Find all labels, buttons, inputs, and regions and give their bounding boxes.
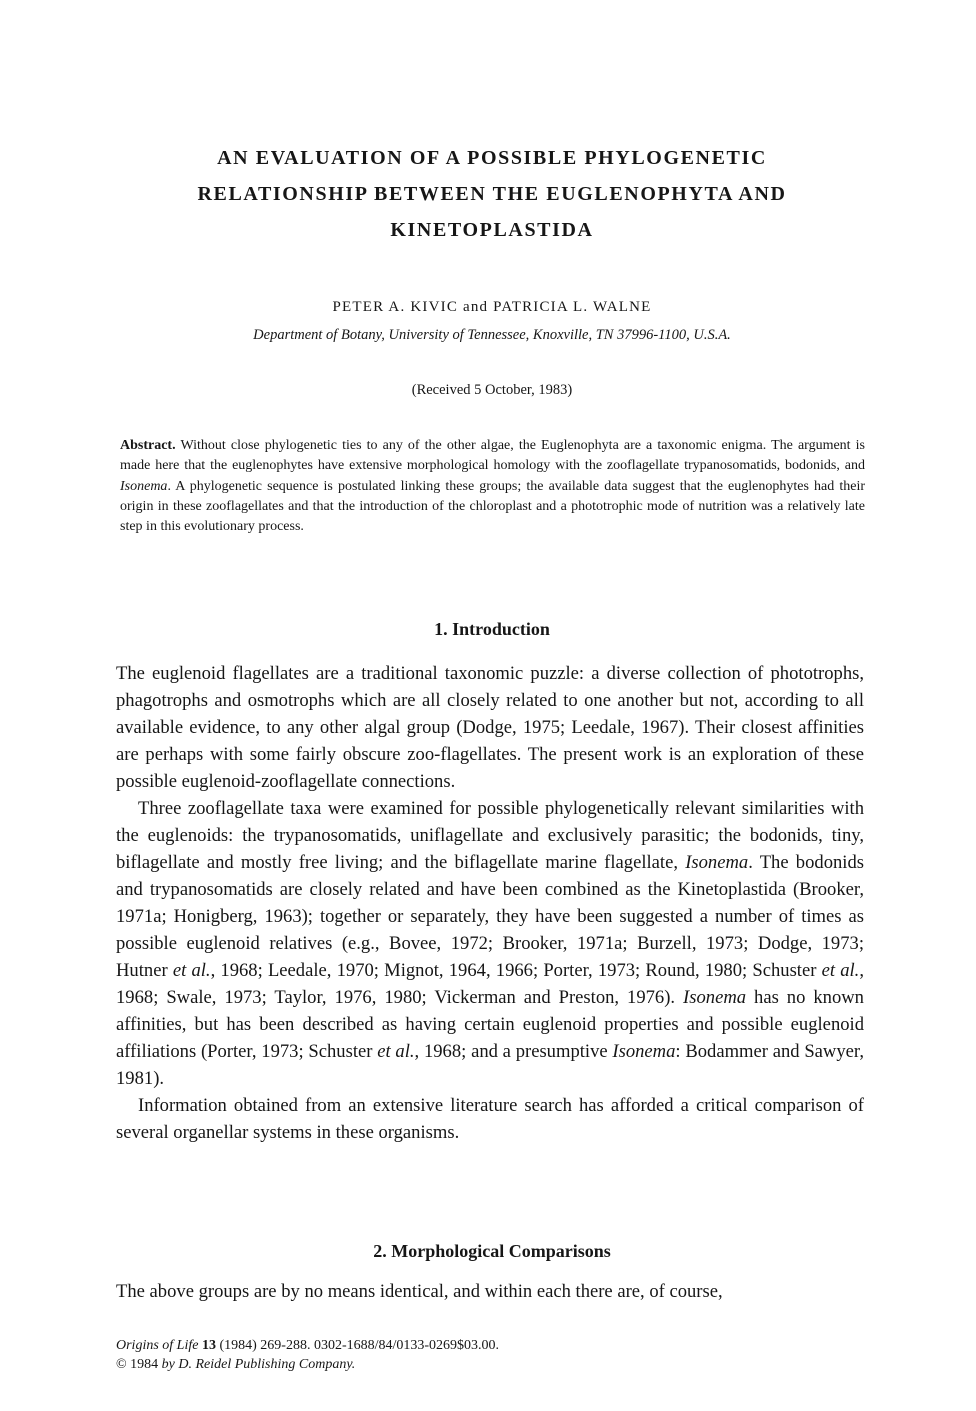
intro-paragraph-3: Information obtained from an extensive literature search has afforded a critical comparison of several organellar systems in these organisms. (116, 1095, 864, 1143)
p2-italic-1: Isonema (685, 852, 749, 873)
abstract (120, 436, 865, 537)
journal-name: Origins of Life (116, 1338, 199, 1353)
section-heading-introduction: 1. Introduction (434, 619, 550, 639)
p2-italic-6: Isonema (612, 1041, 676, 1062)
section-heading-morphological: 2. Morphological Comparisons (373, 1241, 611, 1261)
abstract-text-1: Without close phylogenetic ties to any of the other algae, the Euglenophyta are a taxonomic enigma. The argument is made here that the euglenophytes have extensive morphological homology with the zooflagellate trypanosomatids, bodonids, and (120, 438, 865, 474)
intro-paragraph-2 (116, 795, 864, 1092)
introduction-body (116, 660, 864, 1146)
p2-italic-5: et al. (377, 1041, 415, 1062)
authors: PETER A. KIVIC and PATRICIA L. WALNE (332, 299, 652, 315)
abstract-text-2: . A phylogenetic sequence is postulated linking these groups; the available data suggest that the euglenophytes had their origin in these zooflagellates and that the introduction of the chloroplast and a phototrophic mode of nutrition was a relatively late step in this evolutionary process. (120, 478, 865, 535)
p2-italic-4: Isonema (683, 987, 747, 1008)
paper-title (120, 140, 864, 248)
p2-text-e: has no known affinities, but has been described as having certain euglenoid properties and possible euglenoid affiliations (Porter, 1973; Schuster (116, 987, 864, 1062)
morph-paragraph-1: The above groups are by no means identical, and within each there are, of course, (116, 1281, 723, 1302)
title-line-3: KINETOPLASTIDA (390, 219, 594, 241)
footer-line-2 (116, 1355, 864, 1374)
p2-text-f: , 1968; and a presumptive (414, 1041, 613, 1062)
abstract-italic: Isonema (120, 478, 168, 494)
footer-citation (116, 1336, 864, 1374)
journal-volume: 13 (201, 1338, 216, 1353)
journal-citation: (1984) 269-288. 0302-1688/84/0133-0269$03.00. (215, 1338, 500, 1353)
intro-paragraph-1: The euglenoid flagellates are a traditional taxonomic puzzle: a diverse collection of phototrophs, phagotrophs and osmotrophs which are all closely related to one another but not, according to all available evidence, to any other algal group (Dodge, 1975; Leedale, 1967). Their closest affinities are perhaps with some fairly obscure zoo-flagellates. The present work is an exploration of these possible euglenoid-zooflagellate connections. (116, 663, 864, 792)
title-line-1: AN EVALUATION OF A POSSIBLE PHYLOGENETIC (217, 147, 767, 169)
p2-italic-2: et al. (172, 960, 211, 981)
affiliation: Department of Botany, University of Tennessee, Knoxville, TN 37996-1100, U.S.A. (253, 327, 731, 343)
p2-text-c: , 1968; Leedale, 1970; Mignot, 1964, 1966; Porter, 1973; Round, 1980; Schuster (210, 960, 822, 981)
p2-text-d: , 1968; Swale, 1973; Taylor, 1976, 1980; Vickerman and Preston, 1976). (116, 960, 864, 1008)
received-date: (Received 5 October, 1983) (411, 382, 573, 398)
copyright-symbol: © (116, 1357, 127, 1372)
publisher: by D. Reidel Publishing Company. (161, 1357, 356, 1372)
copyright-year: 1984 (126, 1357, 162, 1372)
p2-text-g: : Bodammer and Sawyer, 1981). (116, 1041, 865, 1089)
p2-italic-3: et al. (821, 960, 860, 981)
footer-line-1 (116, 1336, 864, 1355)
abstract-label: Abstract. (120, 438, 176, 453)
morphological-body (116, 1278, 864, 1305)
p2-text-a: Three zooflagellate taxa were examined for possible phylogenetically relevant similarities with the euglenoids: the trypanosomatids, uniflagellate and exclusively parasitic; the bodonids, tiny, biflagellate and mostly free living; and the biflagellate marine flagellate, (116, 798, 864, 873)
p2-text-b: . The bodonids and trypanosomatids are closely related and have been combined as the Kinetoplastida (Brooker, 1971a; Honigberg, 1963); together or separately, they have been suggested a number of times as possible euglenoid relatives (e.g., Bovee, 1972; Brooker, 1971a; Burzell, 1973; Dodge, 1973; Hutner (116, 852, 864, 981)
title-line-2: RELATIONSHIP BETWEEN THE EUGLENOPHYTA AND (197, 183, 787, 205)
